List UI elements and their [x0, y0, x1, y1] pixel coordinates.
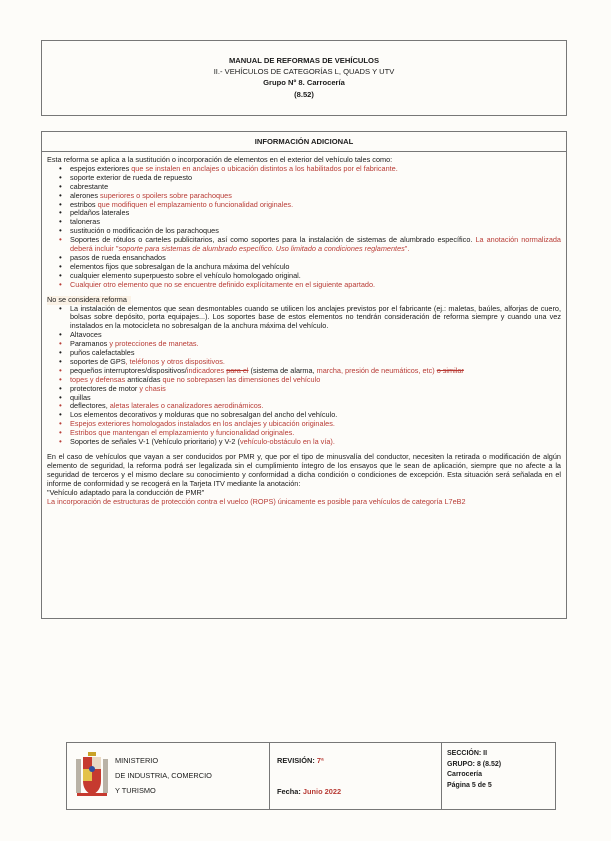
spain-coat-of-arms-icon [75, 751, 109, 801]
no-reform-list [47, 305, 561, 448]
document-header [41, 40, 567, 116]
list-item: • quillas [70, 394, 561, 403]
list-item: • protectores de motor y chasis [70, 385, 561, 394]
list-item: • puños calefactables [70, 349, 561, 358]
list-item: • Soportes de rótulos o carteles publicitarios, así como soportes para la instalación de sistemas de alumbrado específico. La anotación normalizada deberá incluir "soporte para sistemas de alumbrado específico. Uso limitado a condiciones reglamentes". [70, 236, 561, 254]
group-code: (8.52) [294, 89, 314, 99]
intro-text: Esta reforma se aplica a la sustitución o incorporación de elementos en el exterior del vehículo tales como: [47, 155, 393, 164]
section-info: SECCIÓN: II GRUPO: 8 (8.52) Carrocería Página 5 de 5 [447, 750, 502, 789]
list-item: • espejos exteriores que se instalen en anclajes o ubicación distintos a los habilitados por el fabricante. [70, 165, 561, 174]
list-item: • Soportes de señales V-1 (Vehículo prioritario) y V-2 (vehículo-obstáculo en la vía). [70, 438, 561, 447]
list-item: • Paramanos y protecciones de manetas. [70, 340, 561, 349]
list-item: • deflectores, aletas laterales o canalizadores aerodinámicos. [70, 402, 561, 411]
document-footer [66, 742, 556, 810]
info-title: INFORMACIÓN ADICIONAL [42, 132, 566, 152]
list-item: • alerones superiores o spoilers sobre parachoques [70, 192, 561, 201]
list-item: • soportes de GPS, teléfonos y otros dispositivos. [70, 358, 561, 367]
list-item: • peldaños laterales [70, 209, 561, 218]
revision-date: Fecha: Junio 2022 [277, 787, 342, 796]
revision-cell [270, 743, 442, 809]
additional-info-box [41, 131, 567, 619]
list-item: • Espejos exteriores homologados instalados en los anclajes y ubicación originales. [70, 420, 561, 429]
revision: REVISIÓN: 7ª [277, 756, 324, 765]
info-body [42, 152, 566, 506]
ministry-name: MINISTERIO DE INDUSTRIA, COMERCIO Y TURISMO [115, 756, 212, 795]
ministry-cell [67, 743, 270, 809]
list-item: • Los elementos decorativos y molduras que no sobresalgan del ancho del vehículo. [70, 411, 561, 420]
list-item: • taloneras [70, 218, 561, 227]
group-title: Grupo Nº 8. Carrocería [263, 78, 345, 88]
reform-list [47, 165, 561, 290]
list-item: • La instalación de elementos que sean desmontables cuando se utilicen los anclajes previstos por el fabricante (ej.: maletas, baúles, alforjas de cuero, bolsas sobre depósito, porta equipajes...). Los soportes base de estos elementos no tendrán consideración de reforma siempre y cuando una vez instalados en la motocicleta no sobresalgan de la anchura máxima del vehículo. [70, 305, 561, 332]
list-item: • cabrestante [70, 183, 561, 192]
list-item: • soporte exterior de rueda de repuesto [70, 174, 561, 183]
list-item: • Altavoces [70, 331, 561, 340]
rops-note: La incorporación de estructuras de protección contra el vuelco (ROPS) únicamente es posible para vehículos de categoría L7eB2 [47, 496, 466, 506]
list-item: • elementos fijos que sobresalgan de la anchura máxima del vehículo [70, 263, 561, 272]
manual-title: MANUAL DE REFORMAS DE VEHÍCULOS [228, 56, 380, 65]
list-item: • estribos que modifiquen el emplazamiento o funcionalidad originales. [70, 201, 561, 210]
list-item: • pasos de rueda ensanchados [70, 254, 561, 263]
section-cell [442, 743, 555, 809]
list-item: • Cualquier otro elemento que no se encuentre definido explícitamente en el siguiente apartado. [70, 281, 561, 290]
no-reform-heading: No se considera reforma [47, 296, 131, 305]
list-item: • Estribos que mantengan el emplazamiento y funcionalidad originales. [70, 429, 561, 438]
list-item: • pequeños interruptores/dispositivos/indicadores para el (sistema de alarma, marcha, presión de neumáticos, etc) o similar [70, 367, 561, 376]
list-item: • cualquier elemento superpuesto sobre el vehículo homologado original. [70, 272, 561, 281]
pmr-note: "Vehículo adaptado para la conducción de PMR" [47, 487, 205, 497]
pmr-paragraph: En el caso de vehículos que vayan a ser conducidos por PMR y, que por el tipo de minusvalía del conductor, necesiten la retirada o modificación de algún elemento de seguridad, la reforma podrá ser legalizada sin el cumplimiento íntegro de los ensayos que le sean de aplicación, siempre que no afecte a la seguridad de terceros y el mismo declare su conocimiento y conformidad a dicha condición o condiciones de excepción. Esta situación será señalada en el informe de conformidad y se recogerá en la Tarjeta ITV mediante la anotación: [47, 452, 561, 488]
list-item: • topes y defensas anticaídas que no sobrepasen las dimensiones del vehículo [70, 376, 561, 385]
list-item: • sustitución o modificación de los parachoques [70, 227, 561, 236]
manual-subtitle: II.- VEHÍCULOS DE CATEGORÍAS L, QUADS Y UTV [213, 67, 395, 77]
